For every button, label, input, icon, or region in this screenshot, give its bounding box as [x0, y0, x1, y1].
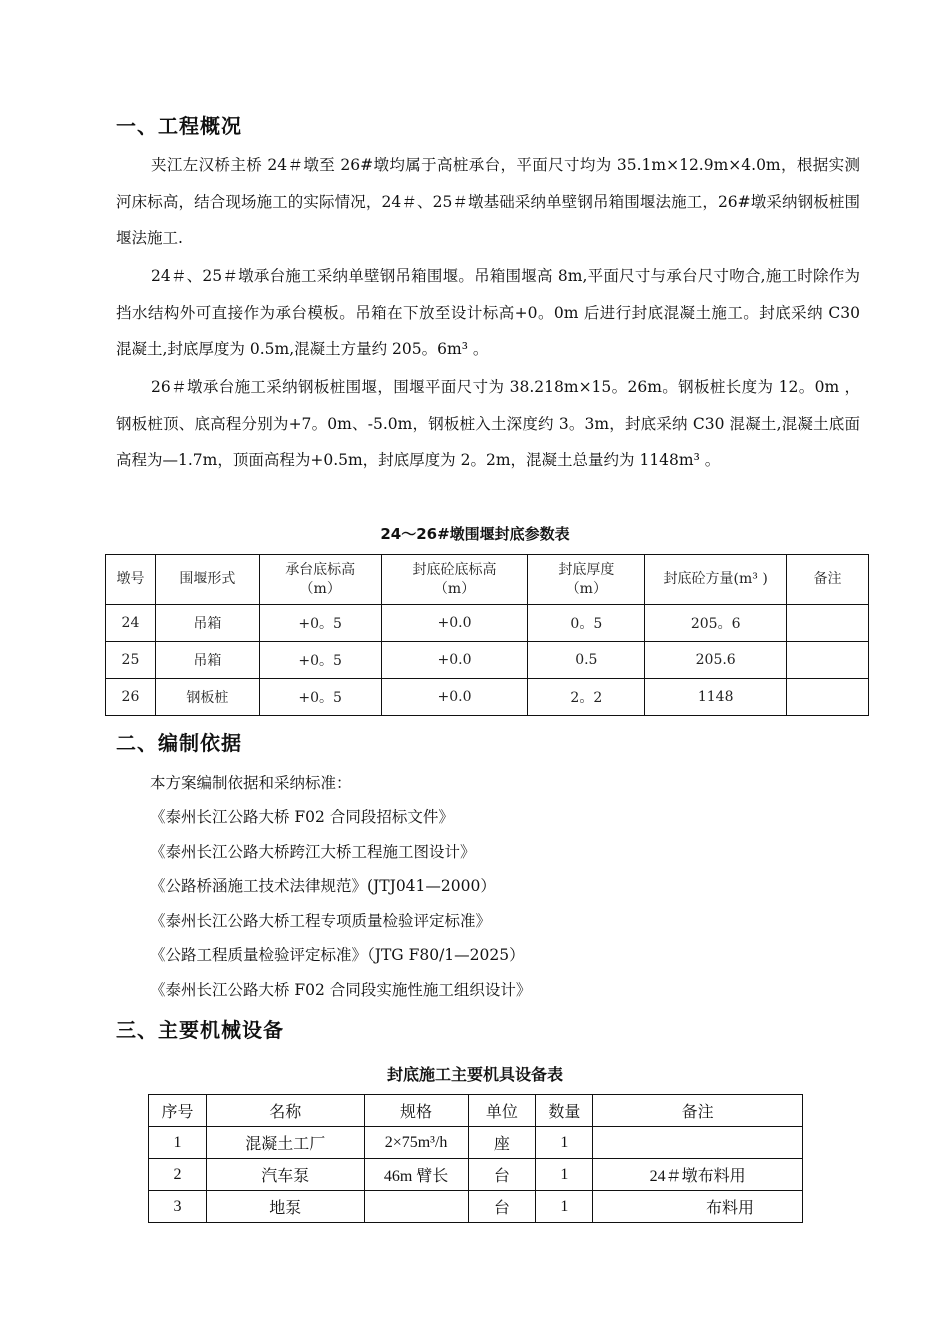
table2-cell: 46m 臂长 — [364, 1159, 468, 1191]
table1-cell: 205.6 — [645, 642, 787, 679]
section1-heading: 一、工程概况 — [116, 114, 242, 138]
section2-heading: 二、编制依据 — [116, 731, 242, 755]
table2-caption: 封底施工主要机具设备表 — [386, 1065, 563, 1084]
table2-cell: 座 — [468, 1127, 536, 1159]
table2-cell: 1 — [536, 1191, 593, 1223]
table1-header-cell: 承台底标高 （m） — [259, 555, 381, 605]
table2-equipment — [148, 1094, 803, 1223]
basis-line: 《泰州长江公路大桥 F02 合同段实施性施工组织设计》 — [150, 981, 532, 999]
table-row — [106, 605, 869, 642]
table2-cell: 3 — [149, 1191, 207, 1223]
section1-paragraph-1: 夹江左汉桥主桥 24＃墩至 26#墩均属于高桩承台，平面尺寸均为 35.1m×12.9m×4.0m，根据实测河床标高，结合现场施工的实际情况，24＃、25＃墩基础采纳单壁钢吊箱围堰法施工，26#墩采纳钢板桩围堰法施工. — [116, 156, 860, 247]
table2-cell: 布料用 — [593, 1191, 803, 1223]
table-row — [149, 1191, 803, 1223]
basis-line: 《公路工程质量检验评定标准》（JTG F80/1—2025） — [150, 946, 525, 964]
table2-header-row — [149, 1095, 803, 1127]
table1-cell — [787, 642, 869, 679]
table2-header-cell: 序号 — [149, 1095, 207, 1127]
table1-cell: 钢板桩 — [155, 679, 259, 716]
section3-heading: 三、主要机械设备 — [116, 1018, 284, 1042]
table2-header-cell: 备注 — [593, 1095, 803, 1127]
table2-cell: 地泵 — [206, 1191, 364, 1223]
table1-header-cell: 封底厚度 （m） — [528, 555, 645, 605]
table2-header-cell: 数量 — [536, 1095, 593, 1127]
table2-cell: 1 — [536, 1127, 593, 1159]
table1-cell: 24 — [106, 605, 156, 642]
table2-header-cell: 单位 — [468, 1095, 536, 1127]
table2-cell: 2 — [149, 1159, 207, 1191]
table1-header-cell: 墩号 — [106, 555, 156, 605]
table1-cell: 吊箱 — [155, 642, 259, 679]
table1-header-cell: 围堰形式 — [155, 555, 259, 605]
table-row — [149, 1159, 803, 1191]
table-row — [149, 1127, 803, 1159]
table-row — [106, 642, 869, 679]
table2-cell — [593, 1127, 803, 1159]
table1-cell: +0。5 — [259, 679, 381, 716]
table2-cell: 24＃墩布料用 — [593, 1159, 803, 1191]
table2-cell: 台 — [468, 1191, 536, 1223]
table1-header-row — [106, 555, 869, 605]
table2-cell — [364, 1191, 468, 1223]
table1-cell: +0.0 — [381, 605, 528, 642]
table2-header-cell: 名称 — [206, 1095, 364, 1127]
table2-cell: 台 — [468, 1159, 536, 1191]
table1-cell: +0。5 — [259, 605, 381, 642]
basis-line: 《泰州长江公路大桥工程专项质量检验评定标准》 — [150, 912, 492, 930]
table1-seal-parameters — [105, 554, 869, 716]
basis-line-intro: 本方案编制依据和采纳标准： — [150, 774, 352, 792]
table1-cell: 0。5 — [528, 605, 645, 642]
table1-cell: +0.0 — [381, 679, 528, 716]
table1-cell — [787, 605, 869, 642]
table1-caption: 24～26#墩围堰封底参数表 — [380, 525, 570, 543]
table1-cell: +0.0 — [381, 642, 528, 679]
table1-header-cell: 封底砼方量(m³ ) — [645, 555, 787, 605]
table1-cell — [787, 679, 869, 716]
table1-cell: +0。5 — [259, 642, 381, 679]
table1-cell: 0.5 — [528, 642, 645, 679]
table1-cell: 1148 — [645, 679, 787, 716]
table1-cell: 吊箱 — [155, 605, 259, 642]
table2-cell: 1 — [536, 1159, 593, 1191]
table-row — [106, 679, 869, 716]
table1-header-cell: 封底砼底标高 （m） — [381, 555, 528, 605]
section1-paragraph-2: 24＃、25＃墩承台施工采纳单壁钢吊箱围堰。吊箱围堰高 8m,平面尺寸与承台尺寸吻合,施工时除作为挡水结构外可直接作为承台模板。吊箱在下放至设计标高+0。0m 后进行封底混凝土施工。封底采纳 C30 混凝土,封底厚度为 0.5m,混凝土方量约 205。6m³ 。 — [116, 267, 860, 358]
table2-header-cell: 规格 — [364, 1095, 468, 1127]
table1-cell: 2。2 — [528, 679, 645, 716]
table2-cell: 汽车泵 — [206, 1159, 364, 1191]
table1-header-cell: 备注 — [787, 555, 869, 605]
section1-paragraph-3: 26＃墩承台施工采纳钢板桩围堰，围堰平面尺寸为 38.218m×15。26m。钢板桩长度为 12。0m ，钢板桩顶、底高程分别为+7。0m、-5.0m，钢板桩入土深度约 3。3m，封底采纳 C30 混凝土,混凝土底面高程为—1.7m，顶面高程为+0.5m，封底厚度为 2。2m，混凝土总量约为 1148m³ 。 — [116, 378, 860, 469]
basis-line: 《泰州长江公路大桥 F02 合同段招标文件》 — [150, 808, 454, 826]
table1-cell: 205。6 — [645, 605, 787, 642]
basis-line: 《公路桥涵施工技术法律规范》(JTJ041—2000） — [150, 877, 496, 895]
table2-cell: 混凝土工厂 — [206, 1127, 364, 1159]
table1-cell: 26 — [106, 679, 156, 716]
table2-cell: 2×75m³/h — [364, 1127, 468, 1159]
table1-cell: 25 — [106, 642, 156, 679]
basis-line: 《泰州长江公路大桥跨江大桥工程施工图设计》 — [150, 843, 476, 861]
table2-cell: 1 — [149, 1127, 207, 1159]
